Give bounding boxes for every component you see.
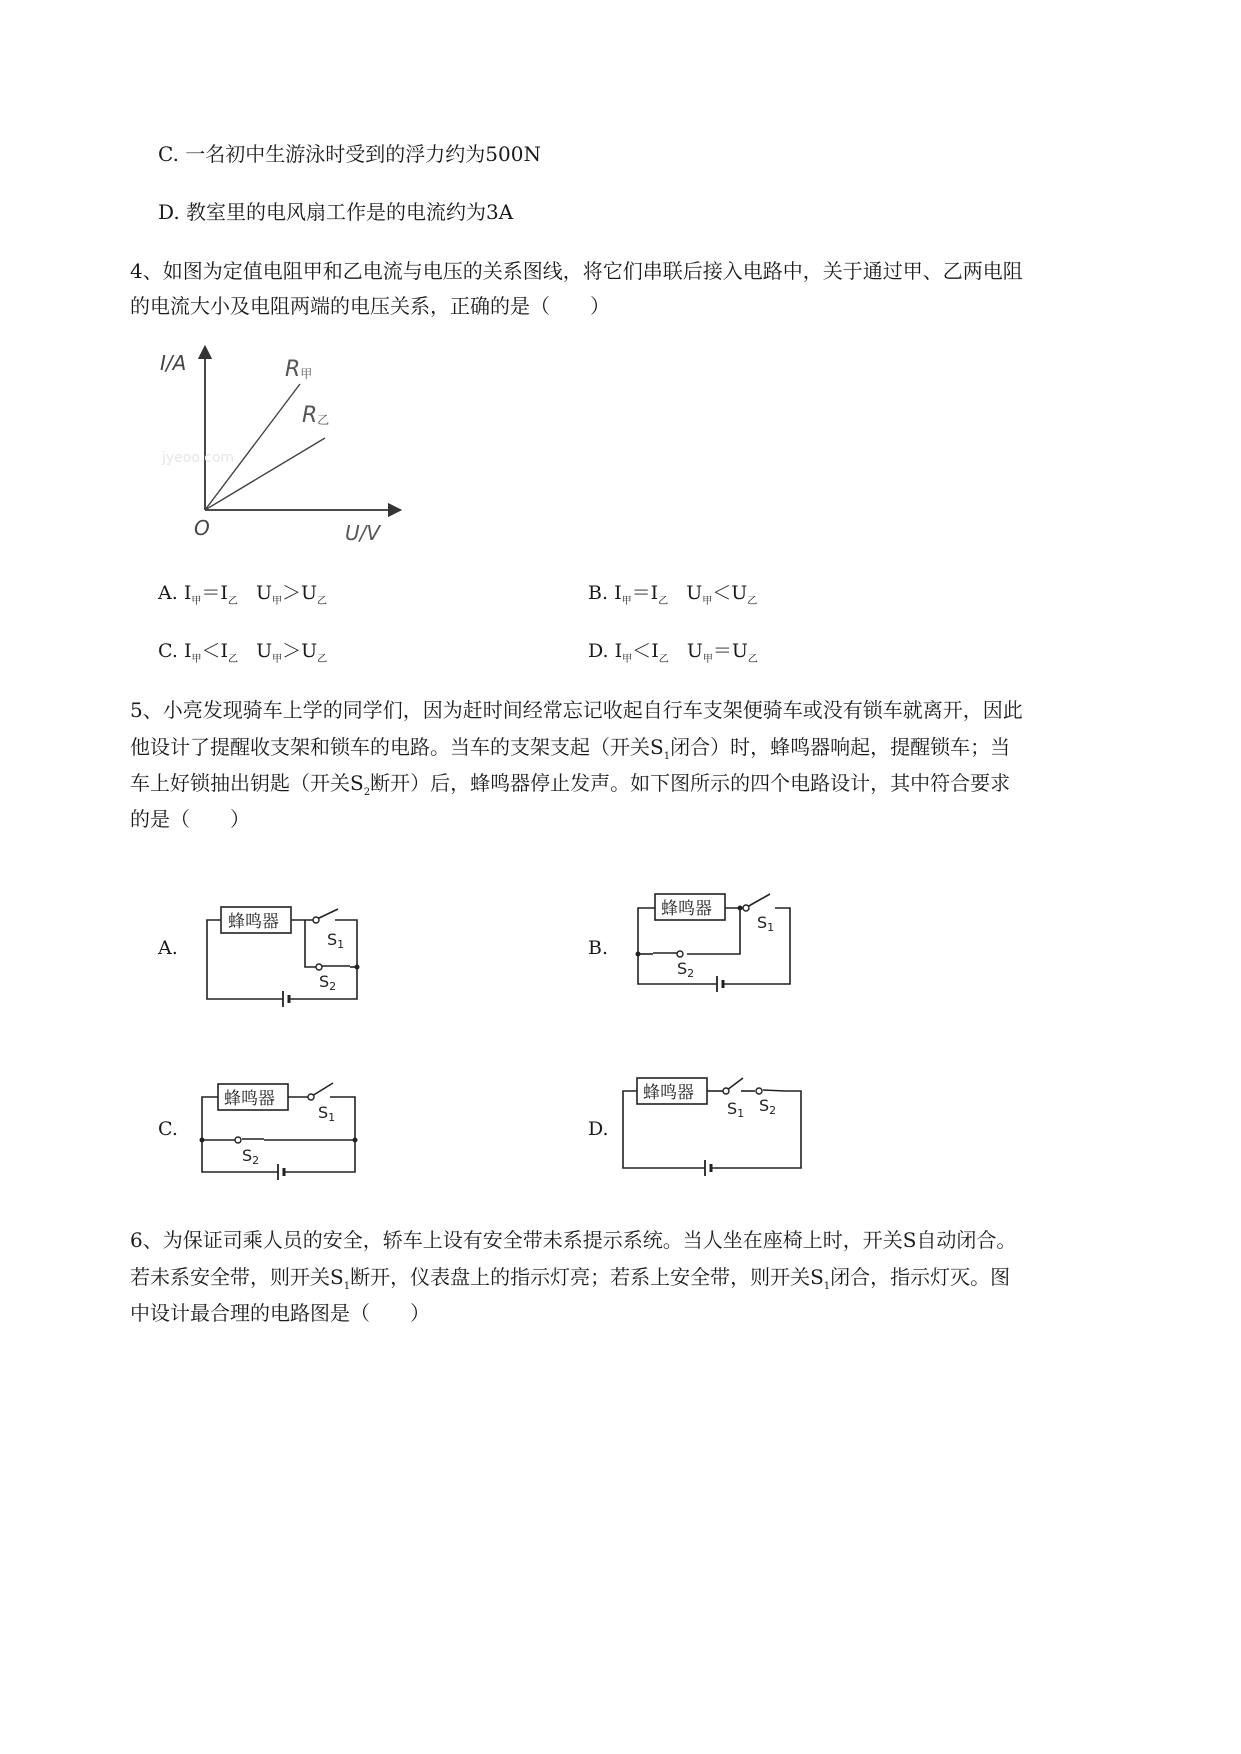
switch-s1-blade xyxy=(312,1083,333,1096)
graph-line-r-jia xyxy=(205,384,300,510)
q5-line1: 5、小亮发现骑车上学的同学们，因为赶时间经常忘记收起自行车支架便骑车或没有锁车就离开，因此 xyxy=(130,698,1023,722)
buzzer-text: 蜂鸣器 xyxy=(228,912,279,932)
graph-origin: O xyxy=(194,516,210,540)
switch-s1-blade xyxy=(747,894,770,907)
s1-label: S1 xyxy=(327,930,345,951)
graph-line-r-yi xyxy=(205,438,325,510)
q3-option-c: C. 一名初中生游泳时受到的浮力约为500N xyxy=(158,142,541,166)
q4-option-d: D. $I_甲<I_乙$ $U_甲=U_乙$ xyxy=(588,640,758,665)
q4-option-b: B. $I_甲=I_乙$ $U_甲<U_乙$ xyxy=(588,582,758,607)
circuit-b-label: B. xyxy=(588,937,609,959)
circuit-c xyxy=(190,1074,370,1184)
q6-line2: 若未系安全带，则开关$S_1$断开，仪表盘上的指示灯亮；若系上安全带，则开关$S_1$闭合，指示灯灭。图 xyxy=(130,1265,1011,1292)
circuit-a xyxy=(195,895,375,1015)
q5-line4: 的是（ ） xyxy=(130,807,250,831)
q4-stem-line2: 的电流大小及电阻两端的电压关系，正确的是（ ） xyxy=(130,294,610,318)
switch-s2-blade xyxy=(763,1090,785,1091)
s2-label: S2 xyxy=(242,1146,260,1167)
circuit-d-label: D. xyxy=(588,1118,609,1140)
buzzer-text: 蜂鸣器 xyxy=(661,899,712,919)
s2-label: S2 xyxy=(759,1096,777,1117)
q4-option-a: A. $I_甲=I_乙$ $U_甲>U_乙$ xyxy=(158,582,328,607)
s1-label: S1 xyxy=(727,1099,745,1120)
q4-iu-graph xyxy=(150,340,410,550)
graph-x-label: U/V xyxy=(345,521,381,545)
circuit-c-label: C. xyxy=(158,1118,178,1140)
s2-label: S2 xyxy=(677,959,695,980)
graph-r-jia-label: R甲 xyxy=(285,357,313,382)
circuit-d xyxy=(615,1070,815,1180)
graph-r-yi-label: R乙 xyxy=(302,403,330,428)
switch-s1-blade xyxy=(317,909,338,919)
q5-line2: 他设计了提醒收支架和锁车的电路。当车的支架支起（开关$S_1$闭合）时，蜂鸣器响起，提醒锁车；当 xyxy=(130,735,1011,762)
s1-label: S1 xyxy=(757,913,775,934)
q6-line1: 6、为保证司乘人员的安全，轿车上设有安全带未系提示系统。当人坐在座椅上时，开关S自动闭合。 xyxy=(130,1228,1017,1252)
q4-option-c: C. $I_甲<I_乙$ $U_甲>U_乙$ xyxy=(158,640,328,665)
circuit-b xyxy=(625,888,805,998)
circuit-a-label: A. xyxy=(158,937,178,959)
buzzer-text: 蜂鸣器 xyxy=(224,1089,275,1109)
switch-s1-blade xyxy=(727,1078,743,1090)
q5-line3: 车上好锁抽出钥匙（开关$S_2$断开）后，蜂鸣器停止发声。如下图所示的四个电路设计，其中符合要求 xyxy=(130,771,1011,798)
q4-stem-line1: 4、如图为定值电阻甲和乙电流与电压的关系图线，将它们串联后接入电路中，关于通过甲、乙两电阻 xyxy=(130,259,1023,283)
graph-watermark: jyeoo.com xyxy=(162,450,235,466)
buzzer-text: 蜂鸣器 xyxy=(643,1083,694,1103)
q6-line3: 中设计最合理的电路图是（ ） xyxy=(130,1301,430,1325)
s2-label: S2 xyxy=(319,972,337,993)
graph-y-label: I/A xyxy=(160,351,187,375)
s1-label: S1 xyxy=(318,1103,336,1124)
q3-option-d: D. 教室里的电风扇工作是的电流约为3A xyxy=(158,200,514,224)
